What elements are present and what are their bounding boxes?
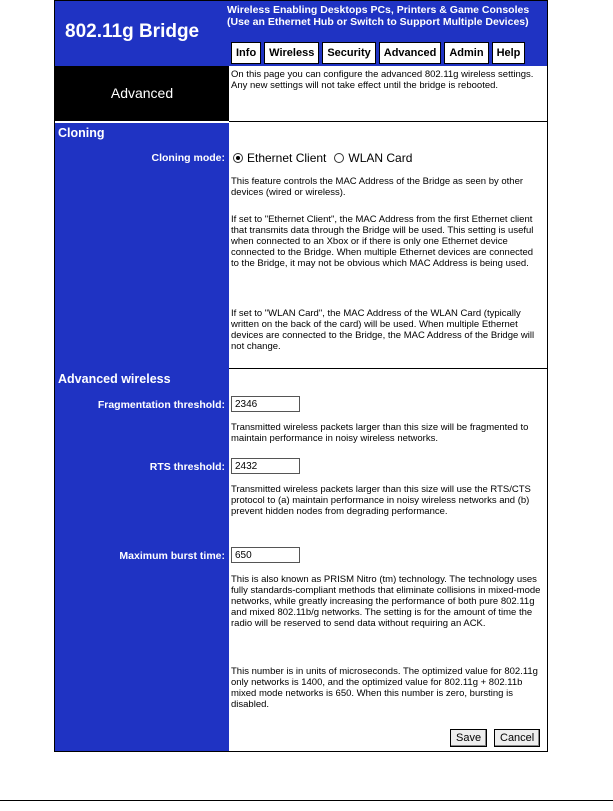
tagline-line-1: Wireless Enabling Desktops PCs, Printers & Game Consoles (227, 4, 530, 16)
cancel-button[interactable]: Cancel (494, 729, 540, 747)
product-title: 802.11g Bridge (65, 21, 200, 42)
radio-ethernet-client-label: Ethernet Client (247, 151, 327, 165)
fragmentation-threshold-input[interactable] (231, 396, 300, 412)
settings-panel (54, 0, 548, 752)
tab-help[interactable]: Help (492, 42, 526, 64)
cloning-description-2: If set to "Ethernet Client", the MAC Address from the first Ethernet client that transmits data through the Bridge will be used. This setting is useful when connected to an Xbox or if there is only one Ethernet device connected to the Bridge. When multiple Ethernet devices are connected to the Bridge, it may not be obvious which MAC Address is being used. (231, 214, 534, 269)
maximum-burst-time-description-2: This number is in units of microseconds. The optimized value for 802.11g only networks is 1400, and the optimized value for 802.11g + 802.11b mixed mode networks is 650. When this number is zero, bursting is disabled. (231, 666, 538, 710)
tab-info[interactable]: Info (231, 42, 261, 64)
page-description: On this page you can configure the advanced 802.11g wireless settings. Any new settings will not take effect until the bridge is rebooted. (231, 69, 534, 91)
fragmentation-threshold-description: Transmitted wireless packets larger than this size will be fragmented to maintain performance in noisy wireless networks. (231, 422, 529, 444)
cloning-description-3: If set to "WLAN Card", the MAC Address of the WLAN Card (typically written on the back of the card) will be used. When multiple Ethernet devices are connected to the Bridge, the MAC Address of the Bridge will not change. (231, 308, 535, 352)
radio-ethernet-client[interactable] (233, 153, 243, 163)
cloning-mode-label: Cloning mode: (151, 152, 225, 164)
save-button[interactable]: Save (450, 729, 487, 747)
radio-wlan-card[interactable] (334, 153, 344, 163)
fragmentation-threshold-label: Fragmentation threshold: (97, 399, 225, 411)
left-column-advanced-wireless (55, 389, 229, 751)
cloning-description-1: This feature controls the MAC Address of the Bridge as seen by other devices (wired or wireless). (231, 176, 524, 198)
tab-wireless[interactable]: Wireless (264, 42, 319, 64)
rts-threshold-description: Transmitted wireless packets larger than this size will use the RTS/CTS protocol to (a) maintain performance in noisy wireless networks and (b) prevent hidden nodes from degrading performance. (231, 484, 531, 517)
tagline (227, 4, 545, 28)
left-column-cloning (55, 143, 229, 369)
cloning-mode-radio-group (233, 151, 412, 165)
tagline-line-2: (Use an Ethernet Hub or Switch to Support Multiple Devices) (227, 16, 529, 28)
tab-security[interactable]: Security (322, 42, 375, 64)
maximum-burst-time-description-1: This is also known as PRISM Nitro (tm) technology. The technology uses fully standards-compliant methods that eliminate collisions in mixed-mode networks, while greatly increasing the performance of both pure 802.11g and mixed 802.11b/g networks. The setting is for the amount of time the radio will be reserved to send data without requiring an ACK. (231, 574, 541, 629)
page-title: Advanced (55, 66, 229, 121)
header-bar (55, 1, 547, 66)
rts-threshold-input[interactable] (231, 458, 300, 474)
divider (229, 121, 547, 122)
section-title-cloning: Cloning (55, 123, 229, 143)
maximum-burst-time-label: Maximum burst time: (119, 550, 225, 562)
page-footer-rule (0, 800, 613, 801)
tab-bar (231, 42, 525, 64)
tab-advanced[interactable]: Advanced (379, 42, 442, 64)
tab-admin[interactable]: Admin (444, 42, 488, 64)
maximum-burst-time-input[interactable] (231, 547, 300, 563)
divider (229, 368, 547, 369)
section-title-advanced-wireless: Advanced wireless (55, 369, 229, 389)
radio-wlan-card-label: WLAN Card (348, 151, 413, 165)
rts-threshold-label: RTS threshold: (149, 461, 225, 473)
